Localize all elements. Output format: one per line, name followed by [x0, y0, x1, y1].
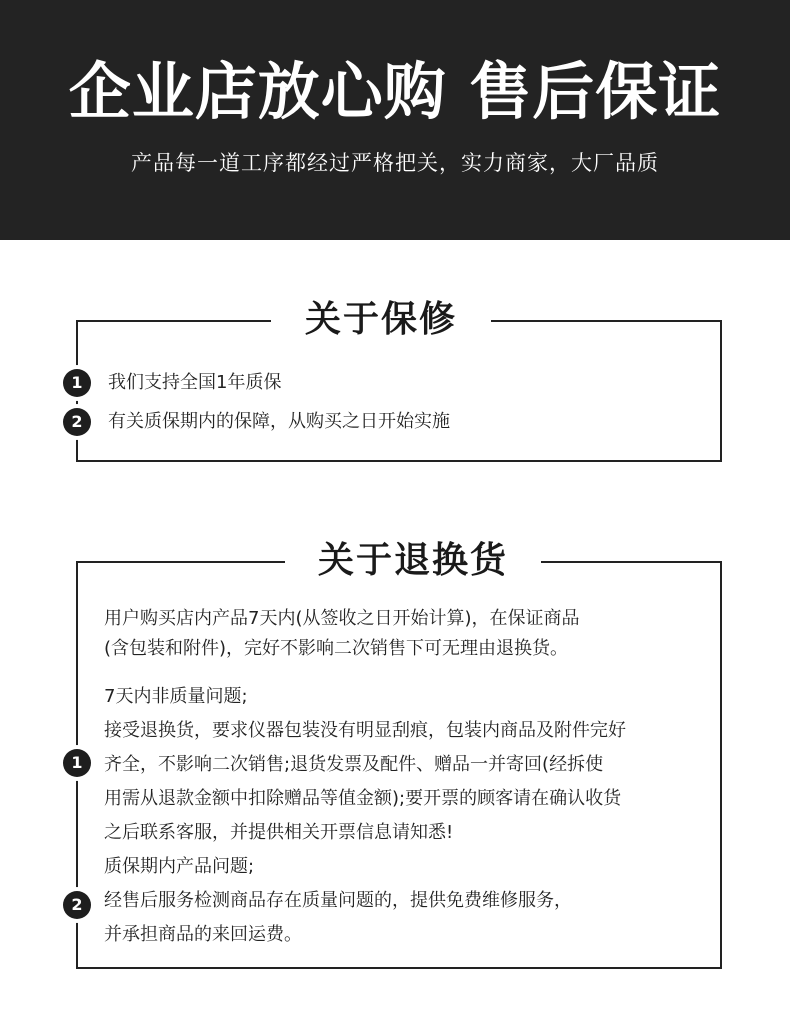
returns-intro-line-2: (含包装和附件)，完好不影响二次销售下可无理由退换货。	[104, 638, 569, 659]
returns-badge-1: 1	[63, 749, 91, 777]
returns-box	[71, 540, 722, 969]
header-banner	[0, 0, 790, 240]
warranty-box	[71, 299, 722, 462]
warranty-title: 关于保修	[271, 296, 491, 344]
returns-section-2-line-3: 并承担商品的来回运费。	[104, 924, 302, 945]
warranty-badge-2: 2	[63, 408, 91, 436]
returns-intro-line-1: 用户购买店内产品7天内(从签收之日开始计算)，在保证商品	[104, 608, 580, 629]
returns-section-1-line-2: 接受退换货，要求仪器包装没有明显刮痕，包装内商品及附件完好	[104, 720, 626, 741]
returns-section-1	[104, 680, 724, 850]
banner-title: 企业店放心购 售后保证	[68, 55, 722, 128]
returns-section-2-line-1: 质保期内产品问题;	[104, 856, 255, 877]
returns-section-2-line-2: 经售后服务检测商品存在质量问题的，提供免费维修服务，	[104, 890, 572, 911]
warranty-badge-1: 1	[63, 369, 91, 397]
returns-section-2	[104, 850, 724, 952]
returns-intro	[104, 604, 724, 664]
returns-badge-2: 2	[63, 891, 91, 919]
warranty-item-2: 有关质保期内的保障，从购买之日开始实施	[108, 411, 450, 432]
returns-title: 关于退换货	[285, 537, 541, 585]
warranty-item-1: 我们支持全国1年质保	[108, 372, 282, 393]
returns-section-1-line-4: 用需从退款金额中扣除赠品等值金额);要开票的顾客请在确认收货	[104, 788, 622, 809]
returns-section-1-line-1: 7天内非质量问题;	[104, 686, 248, 707]
returns-section-1-line-5: 之后联系客服，并提供相关开票信息请知悉!	[104, 822, 454, 843]
returns-section-1-line-3: 齐全，不影响二次销售;退货发票及配件、赠品一并寄回(经拆使	[104, 754, 604, 775]
banner-subtitle: 产品每一道工序都经过严格把关，实力商家，大厂品质	[131, 151, 659, 175]
